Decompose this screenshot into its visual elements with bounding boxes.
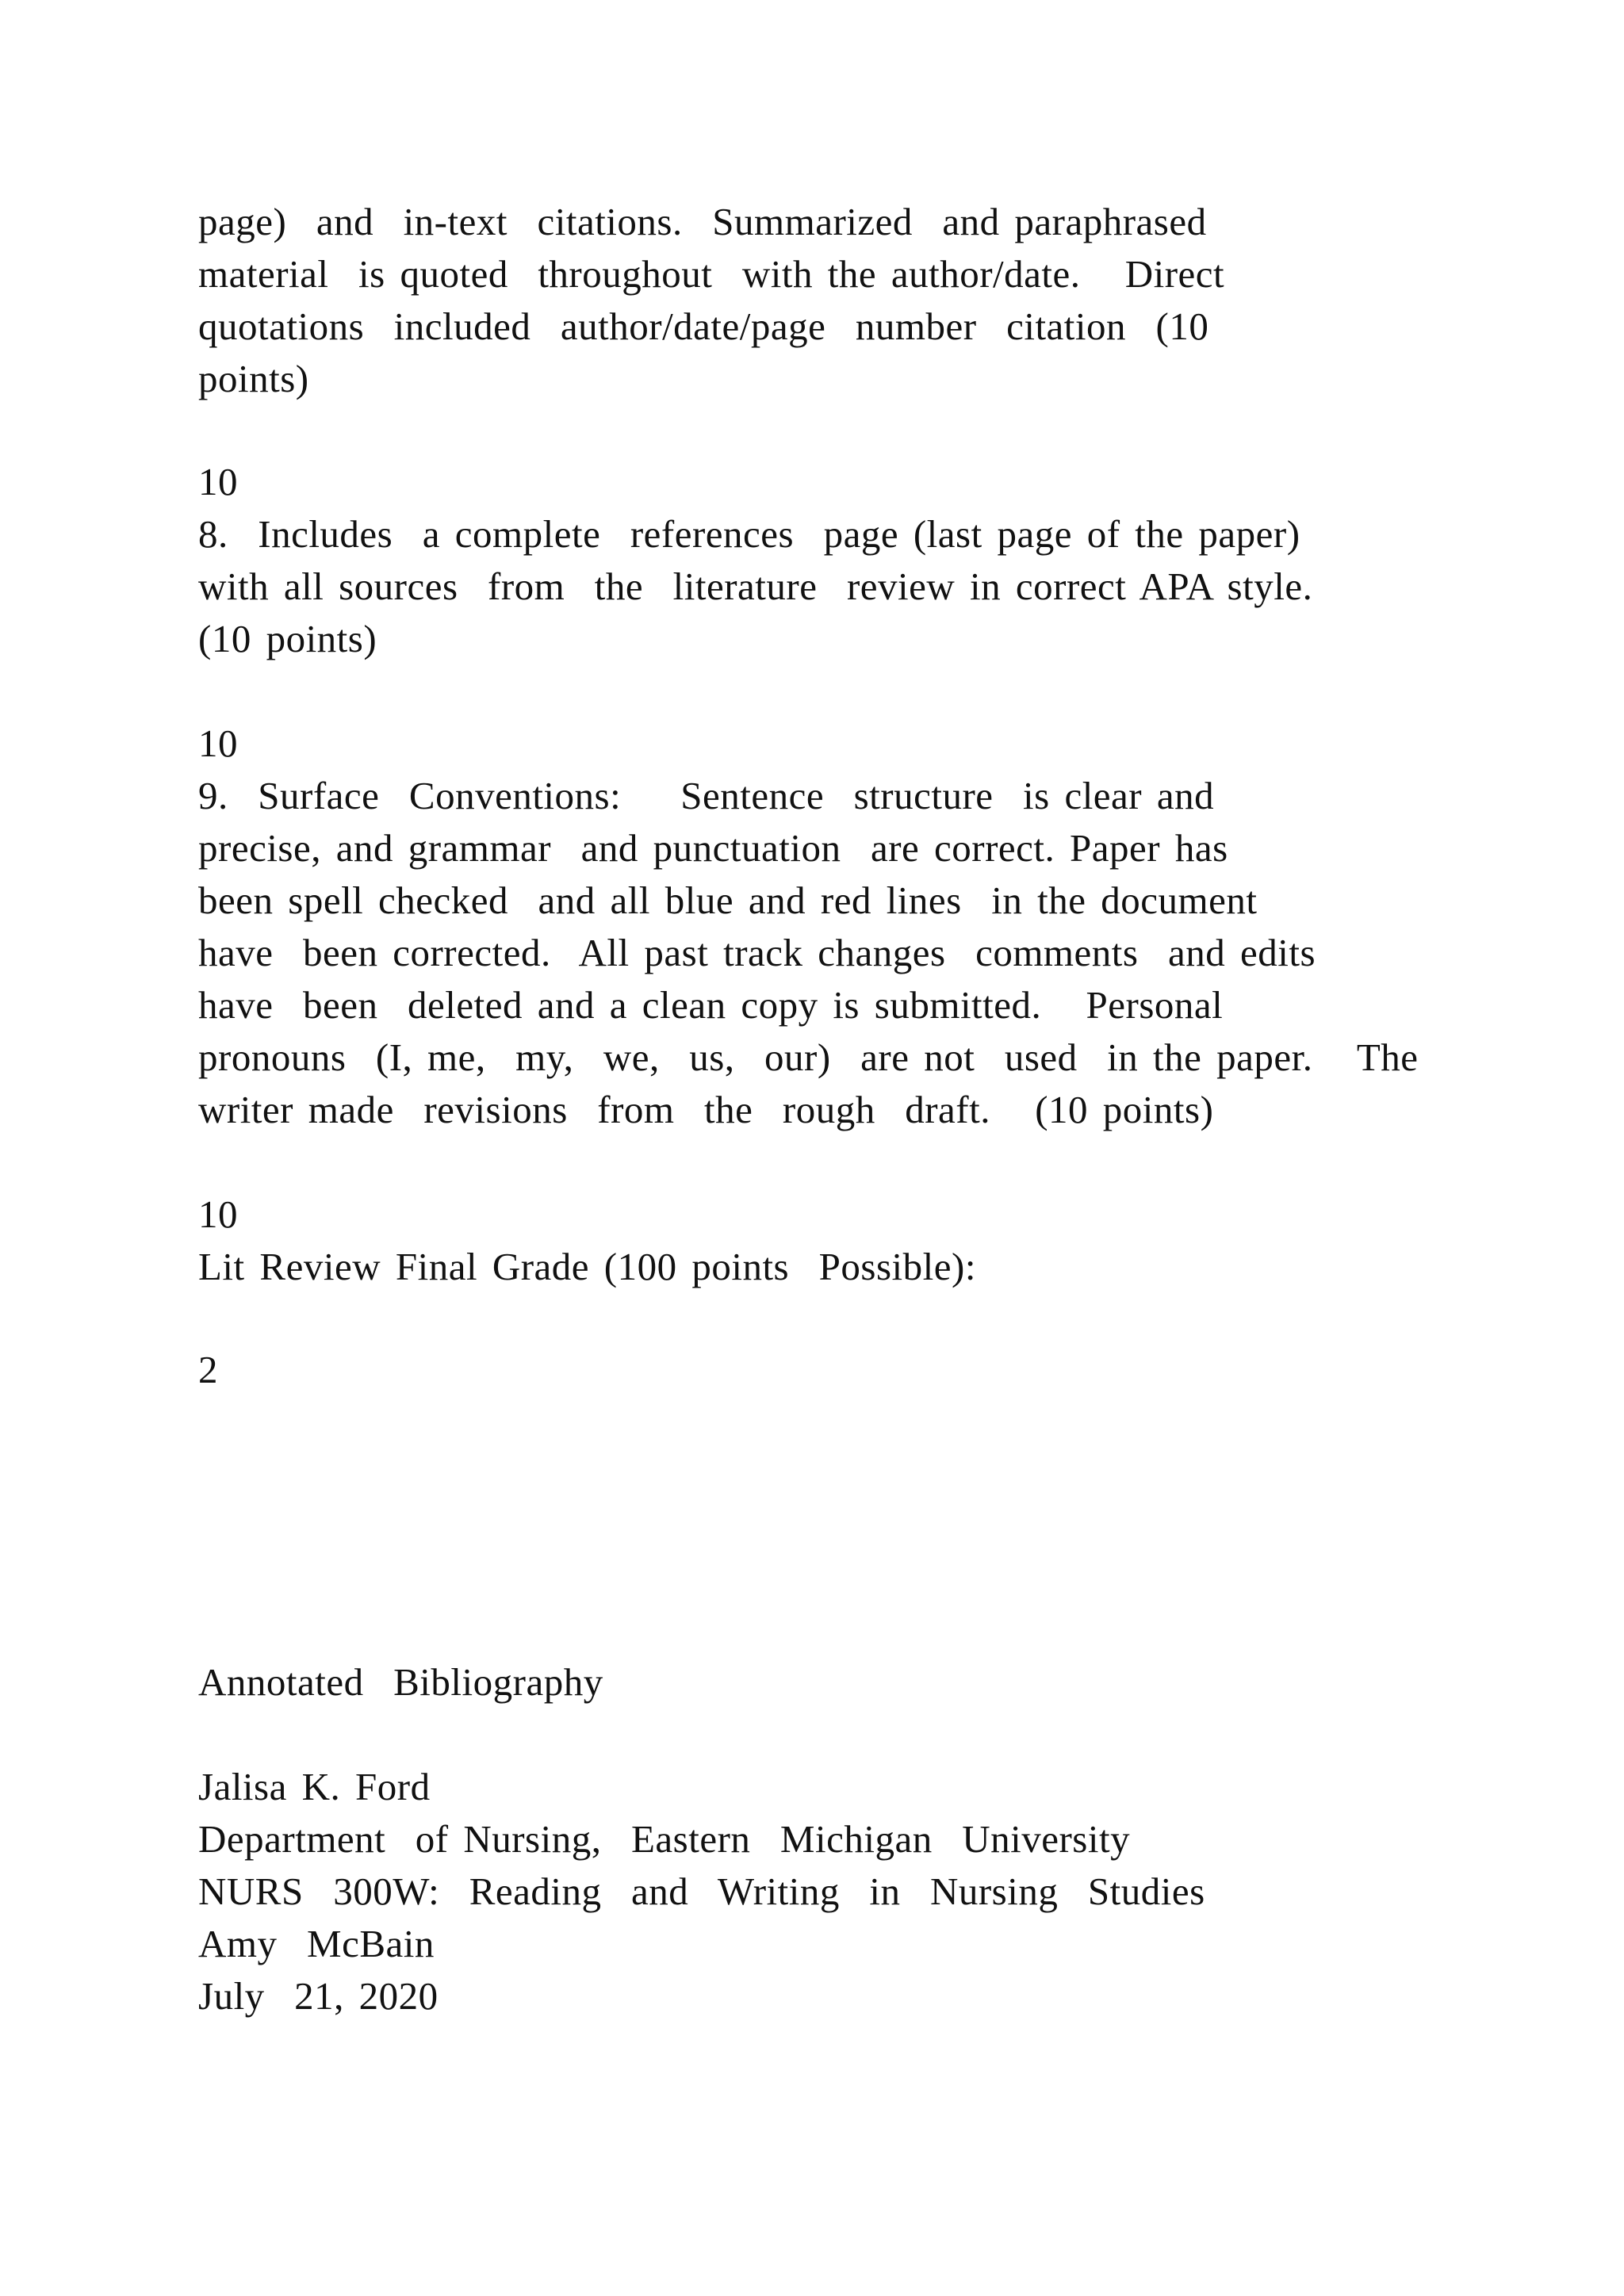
rubric-item9-line-7: writer made revisions from the rough draft. (10 points) <box>198 1088 1214 1131</box>
instructor-name: Amy McBain <box>198 1922 435 1965</box>
final-grade-label: Lit Review Final Grade (100 points Possible): <box>198 1245 976 1288</box>
department-affiliation: Department of Nursing, Eastern Michigan University <box>198 1817 1131 1861</box>
document-title: Annotated Bibliography <box>198 1660 603 1704</box>
rubric-item9-line-2: precise, and grammar and punctuation are correct. Paper has <box>198 826 1228 870</box>
rubric-item9-line-4: have been corrected. All past track changes comments and edits <box>198 931 1316 974</box>
page-number: 2 <box>198 1348 218 1391</box>
rubric-item9-line-6: pronouns (I, me, my, we, us, our) are not used in the paper. The <box>198 1035 1419 1079</box>
course-name: NURS 300W: Reading and Writing in Nursing Studies <box>198 1869 1205 1913</box>
rubric-item9-line-1: 9. Surface Conventions: Sentence structure is clear and <box>198 774 1215 817</box>
rubric-item8-line-1: 8. Includes a complete references page (last page of the paper) <box>198 512 1300 556</box>
author-name: Jalisa K. Ford <box>198 1765 431 1808</box>
rubric-item9-line-3: been spell checked and all blue and red lines in the document <box>198 878 1258 922</box>
rubric-item9-line-5: have been deleted and a clean copy is submitted. Personal <box>198 983 1224 1027</box>
rubric-item7-line-2: material is quoted throughout with the author/date. Direct <box>198 252 1225 296</box>
rubric-item7-line-1: page) and in-text citations. Summarized and paraphrased <box>198 200 1207 243</box>
rubric-item7-line-4: points) <box>198 357 309 400</box>
rubric-item7-line-3: quotations included author/date/page number citation (10 <box>198 304 1209 348</box>
rubric-item8-score: 10 <box>198 721 238 765</box>
rubric-item7-score: 10 <box>198 460 238 503</box>
document-date: July 21, 2020 <box>198 1974 439 2018</box>
rubric-item8-line-3: (10 points) <box>198 617 377 660</box>
rubric-item9-score: 10 <box>198 1192 238 1236</box>
rubric-item8-line-2: with all sources from the literature review in correct APA style. <box>198 564 1313 608</box>
